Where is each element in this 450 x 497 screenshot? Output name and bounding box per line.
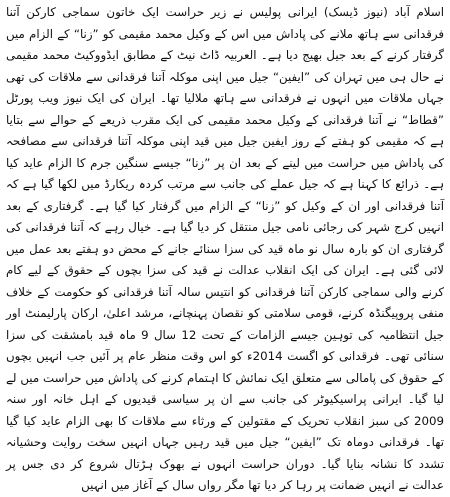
article-body-text: اسلام آباد (نیوز ڈیسک) ایرانی پولیس نے زیر حراست ایک خاتون سماجی کارکن آتنا فرقدانی سے ہاتھ ملانے کی پاداش میں اس کے وکیل محمد مقیمی کو ”زنا“ کے الزام میں گرفتار کرنے کے بعد جیل بھیج دیا ہے۔ العربیہ ڈاٹ نیٹ کے مطابق ایڈووکیٹ محمد مقیمی نے حال ہی میں تہران کی ”ایفین“ جیل میں اپنی موکلہ آتنا فرقدانی سے ملاقات کی تھی جہاں ملاقات میں انہوں نے فرقدانی سے ہاتھ ملالیا تھا۔ ایران کی ایک نیوز ویب پورٹل ”قطاط“ نے آتنا فرقدانی کے وکیل محمد مقیمی کی ایک مقرب ذریعے کے حوالے سے بتایا ہے کہ مقیمی کو ہفتے کے روز ایفین جیل میں قید اپنی موکلہ آتنا فرقدانی سے مصافحہ کی پاداش میں حراست میں لینے کے بعد ان پر ”زنا“ جیسے سنگین جرم کا الزام عاید کیا ہے۔ ذرائع کا کہنا ہے کہ جیل عملے کی جانب سے مرتب کردہ ریکارڈ میں لکھا گیا ہے کہ آتنا فرقدانی اور ان کے وکیل کو ”زنا“ کے الزام میں گرفتار کیا گیا ہے۔ گرفتاری کے بعد انہیں کرج شہر کی رجائی نامی جیل منتقل کر دیا گیا ہے۔ خیال رہے کہ آتنا فرقدانی کی گرفتاری ان کو بارہ سال نو ماہ قید کی سزا سنائے جانے کے محض دو ہفتے بعد عمل میں لائی گئی ہے۔ ایران کی ایک انقلاب عدالت نے قید کی سزا بچوں کے حقوق کے لیے کام کرنے والی سماجی کارکن آتنا فرقدانی کو انتیس سالہ آتنا فرقدانی کو حکومت کے خلاف منفی پروپیگنڈہ کرنے، قومی سلامتی کو نقصان پہنچانے، مرشد اعلیٰ، ارکان پارلیمنٹ اور جیل انتظامیہ کی توہین جیسے الزامات کے تحت 12 سال 9 ماہ قید بامشقت کی سزا سنائی تھی۔ فرقدانی کو اگست 2014ء کو اس وقت منظر عام پر آئیں جب انہیں بچوں کے حقوق کی پامالی سے متعلق ایک نمائش کا اہتمام کرنے کی پاداش میں حراست میں لے لیا گیا۔ ایرانی پراسیکیوٹر کی جانب سے ان پر سیاسی قیدیوں کے اہل خانہ اور سنہ 2009 کی سبز انقلاب تحریک کے مقتولین کے ورثاء سے ملاقات کا بھی الزام عاید کیا گیا تھا۔ فرقدانی دوماہ تک ”ایفین“ جیل میں قید رہیں جہاں انہیں سخت روایت وحشیانہ تشدد کا نشانہ بنایا گیا۔ دوران حراست انہوں نے بھوک ہڑتال شروع کر دی جس پر عدالت نے انہیں ضمانت پر رہا کر دیا تھا مگر رواں سال کے آغاز میں انہیں bbox=[6, 5, 445, 492]
